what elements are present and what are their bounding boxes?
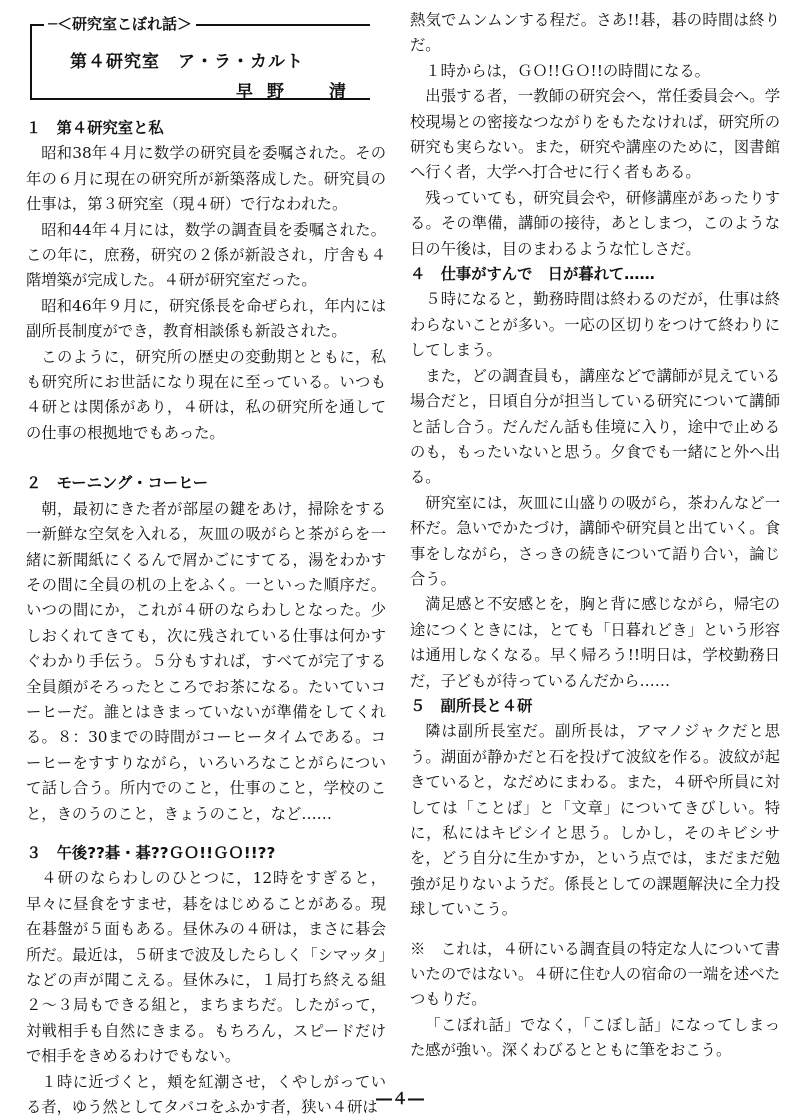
section-heading-1: １ 第４研究室と私 [26,119,164,137]
paragraph: 昭和38年４月に数学の研究員を委嘱された。その年の６月に現在の研究所が新築落成した。研究員の仕事は，第３研究室（現４研）で行なわれた。 [26,144,386,214]
paragraph: 昭和46年９月に，研究係長を命ぜられ，年内には副所長制度ができ，教育相談係も新設された。 [26,296,386,341]
paragraph: １時からは，ＧＯ!!ＧＯ!!の時間になる。 [425,61,710,80]
paragraph: 「こぼれ話」でなく，「こぼし話」になってしまった感が強い。深くわびるとともに筆をおこう。 [410,1015,780,1060]
title-box-left-border [30,24,32,100]
section-heading-5: ５ 副所長と４研 [410,696,533,715]
paragraph: 昭和44年４月には，数学の調査員を委嘱された。この年に，庶務，研究の２係が新設され，庁舎も４階増築が完成した。４研が研究室だった。 [26,220,386,290]
paragraph: 出張する者，一教師の研究会へ，常任委員会へ。学校現場との密接なつながりをもたなければ，研究所の研究も実らない。また，研究や講座のために，図書館へ行く者，大学へ打合せに行く者もある。 [410,87,780,182]
article-title-box [30,10,370,108]
paragraph: 隣は副所長室だ。副所長は，アマノジャクだと思う。湖面が静かだと石を投げて波紋を作る。波紋が起きていると，なだめにまわる。また，４研や所員に対しては「ことば」と「文章」についてきびしい。特に，私にはキビシイと思う。しかし，そのキビシサを，どう自分に生かすか，という点では，まだまだ勉強が足りないようだ。係長としての課題解決に全力投球していこう。 [410,722,780,919]
paragraph: １時に近づくと，頬を紅潮させ，くやしがっている者，ゆう然としてタバコをふかす者，狭い４研は [26,1072,386,1117]
left-column [26,10,386,1120]
paragraph: また，どの調査員も，講座などで講師が見えている場合だと，日頃自分が担当している研究について講師と話し合う。だんだん話も佳境に入り，途中で止めるのも，もったいないと思う。夕食でも一緒にと外へ出る。 [410,366,780,487]
series-label: ─＜研究室こぼれ話＞ [44,12,196,36]
article-title: 第４研究室 ア・ラ・カルト [70,52,304,72]
paragraph: ４研のならわしのひとつに，12時をすぎると，早々に昼食をすませ，碁をはじめることがある。現在碁盤が５面もある。昼休みの４研は，まさに碁会所だ。最近は，５研まで波及したらしく「シマッタ」などの声が聞こえる。昼休みに，１局打ち終える組２～３局もできる組と，まちまちだ。したがって，対戦相手も自然にきまる。もちろん，スピードだけで相手をきめるわけでもない。 [26,869,386,1066]
page-number: ―４― [375,1089,424,1108]
note-paragraph: ※ これは，４研にいる調査員の特定な人について書いたのではない。４研に住む人の宿命の一端を述べたつもりだ。 [410,939,780,1009]
right-column [410,8,780,1064]
paragraph: ５時になると，勤務時間は終わるのだが，仕事は終わらないことが多い。一応の区切りをつけて終わりにしてしまう。 [410,290,780,360]
paragraph-continued: 熱気でムンムンする程だ。さあ!!碁，碁の時間は終りだ。 [410,11,780,55]
section-heading-2: ２ モーニング・コーヒー [26,474,209,493]
paragraph: 残っていても，研究員会や，研修講座があったりする。その準備，講師の接待，あとしまつ，このような日の午後は，目のまわるような忙しさだ。 [410,188,780,258]
paragraph: 朝，最初にきた者が部屋の鍵をあけ，掃除をする一新鮮な空気を入れる，灰皿の吸がらと茶がらを一緒に新聞紙にくるんで屑かごにすてる，湯をわかすその間に全員の机の上をふく。一といった順序だ。いつの間にか，これが４研のならわしとなった。少しおくれてきても，次に残されている仕事は何かすぐわかり手伝う。５分もすれば，すべてが完了する全員顔がそろったところでお茶になる。たいていコーヒーだ。誰とはきまっていないが準備をしてくれる。８：30までの時間がコーヒータイムである。コーヒーをすすりながら，いろいろなことがらについて話し合う。所内でのこと，仕事のこと，学校のこと，きのうのこと，きょうのこと，など…… [26,499,386,823]
paragraph: このように，研究所の歴史の変動期とともに，私も研究所にお世話になり現在に至っている。いつも４研とは関係があり，４研は，私の研究所を通しての仕事の根拠地でもあった。 [26,347,386,442]
author-name: 早野 清 [236,82,360,102]
section-heading-3: ３ 午後??碁・碁??ＧＯ!!ＧＯ!!?? [26,843,276,862]
paragraph: 満足感と不安感とを，胸と背に感じながら，帰宅の途につくときには，とても「日暮れどき」という形容は通用しなくなる。早く帰ろう!!明日は，学校勤務日だ，子どもが待っているんだから…… [410,595,780,690]
section-heading-4: ４ 仕事がすんで 日が暮れて…… [410,265,655,284]
paragraph: 研究室には，灰皿に山盛りの吸がら，茶わんなど一杯だ。急いでかたづけ，講師や研究員と出ていく。食事をしながら，さっきの続きについて語り合い，論じ合う。 [410,493,780,588]
